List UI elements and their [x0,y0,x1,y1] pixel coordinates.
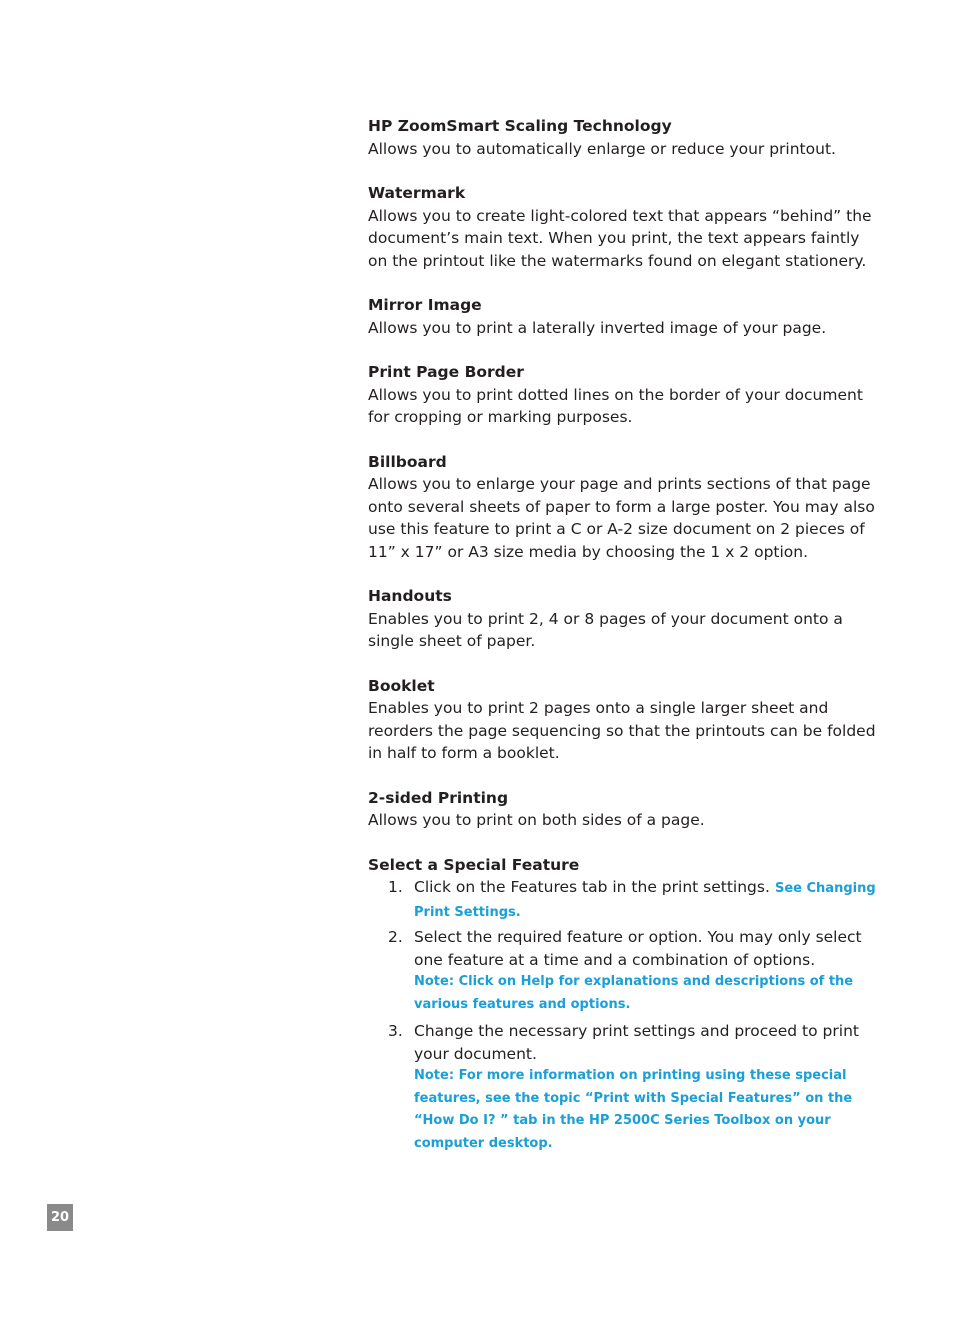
procedure-step-1 [368,876,880,924]
section-heading: Mirror Image [368,296,482,314]
step-number: 3. [388,1022,403,1040]
section-heading: HP ZoomSmart Scaling Technology [368,117,672,135]
feature-section-booklet [368,675,880,765]
procedure-section [368,854,880,1156]
section-body: Allows you to print on both sides of a page. [368,811,705,829]
section-heading: Watermark [368,184,466,202]
step-number: 2. [388,928,403,946]
section-body: Allows you to print a laterally inverted image of your page. [368,318,827,337]
section-heading: 2-sided Printing [368,788,509,807]
feature-section-2-sided-printing [368,787,880,832]
section-body: Enables you to print 2, 4 or 8 pages of your document onto a single sheet of paper. [368,609,843,650]
step-text: Click on the Features tab in the print settings. [414,878,770,896]
section-body: Allows you to create light-colored text that appears “behind” the document’s main text. When you print, the text appears faintly on the printout like the watermarks found on elegant stationery. [368,206,872,270]
procedure-step-3 [368,1020,880,1155]
section-heading: Booklet [368,676,435,695]
section-body: Allows you to print dotted lines on the border of your document for cropping or marking purposes. [368,385,863,426]
page-number-badge: 20 [47,1204,73,1231]
feature-section-watermark [368,182,880,272]
step-text: Select the required feature or option. You may only select one feature at a time and a combination of options. [414,928,862,969]
feature-section-mirror-image [368,294,880,339]
page-content [368,115,880,1177]
section-body: Allows you to automatically enlarge or reduce your printout. [368,139,836,158]
step-note: Note: For more information on printing using these special features, see the topic “Print with Special Features” on the “How Do I? ” tab in the HP 2500C Series Toolbox on your computer desktop. [414,1068,853,1151]
section-heading: Billboard [368,452,447,471]
section-heading: Handouts [368,587,452,605]
procedure-heading: Select a Special Feature [368,855,580,874]
step-text: Change the necessary print settings and proceed to print your document. [414,1022,859,1063]
step-number: 1. [388,878,403,896]
step-note: Note: Click on Help for explanations and descriptions of the various features and options. [414,974,854,1012]
feature-section-handouts [368,585,880,653]
feature-section-billboard [368,451,880,564]
feature-section-print-page-border [368,361,880,429]
procedure-step-2 [368,926,880,1016]
cross-reference-link[interactable]: See Changing Print Settings. [414,881,876,920]
procedure-steps [368,876,880,1155]
section-body: Allows you to enlarge your page and prints sections of that page onto several sheets of paper to form a large poster. You may also use this feature to print a C or A-2 size document on 2 pieces of 11” x 17” or A3 size media by choosing the 1 x 2 option. [368,475,875,561]
section-body: Enables you to print 2 pages onto a single larger sheet and reorders the page sequencing so that the printouts can be folded in half to form a booklet. [368,699,876,762]
section-heading: Print Page Border [368,363,524,381]
feature-section-zoomsmart [368,115,880,160]
